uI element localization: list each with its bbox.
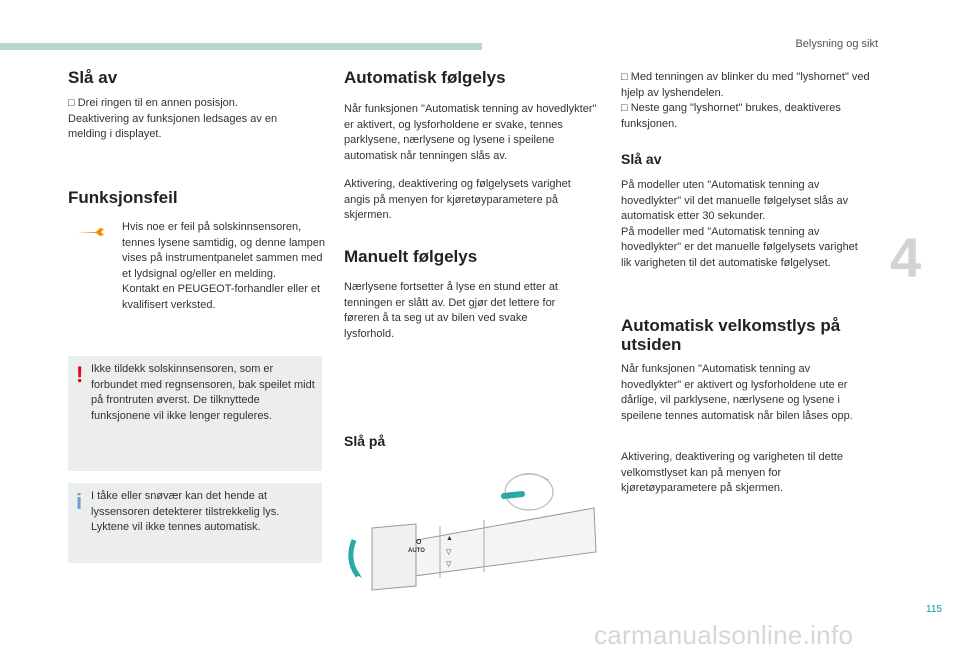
paragraph-manuelt-folgelys: Nærlysene fortsetter å lyse en stund etter at tenningen er slått av. Det gjør det lettere for føreren å ta seg ut av bilen ved svake lysforhold. [344,281,558,340]
info-icon: i [76,489,83,514]
bullet-list [621,70,871,132]
bullet-item [621,101,871,132]
heading-velkomstlys: Automatisk velkomstlys på utsiden [621,316,841,354]
svg-text:▽: ▽ [446,561,452,568]
info-note [68,483,322,563]
paragraph-uten: På modeller uten "Automatisk tenning av hovedlykter" vil det manuelle følgelyset slås av automatisk etter 30 sekunder. [621,179,849,222]
heading-sla-av-2: Slå av [621,151,662,167]
fault-contact: Kontakt en PEUGEOT-forhandler eller et kvalifisert verksted. [122,283,321,311]
paragraph-med: På modeller med "Automatisk tenning av hovedlykter" er det manuelle følgelysets varighet lik varigheten til det automatiske følgelyset. [621,225,858,269]
bullet-item [621,70,871,101]
header-bar [0,43,482,50]
heading-funksjonsfeil: Funksjonsfeil [68,188,178,207]
info-text: I tåke eller snøvær kan det hende at lyssensoren detekterer tilstrekkelig lys. Lyktene vil ikke tennes automatisk. [91,490,280,533]
warning-icon: ! [76,362,84,387]
fault-description: Hvis noe er feil på solskinnsensoren, tennes lysene samtidig, og denne lampen vises på instrumentpanelet sammen med et lydsignal og/eller en melding. [122,221,326,280]
watermark: carmanualsonline.info [594,620,854,650]
paragraph-sla-av-text: Deaktivering av funksjonen ledsages av en melding i displayet. [68,112,278,140]
heading-sla-pa: Slå på [344,433,386,449]
bullet-marker: □ [68,97,75,109]
paragraph-velkomstlys-meny: Aktivering, deaktivering og varigheten til dette velkomstlyset kan på menyen for kjøretøyparametere på skjermen. [621,451,843,494]
warning-text: Ikke tildekk solskinnsensoren, som er forbundet med regnsensoren, bak speilet midt på frontruten øverst. De tilknyttede funksjonene vil ikke lenger reguleres. [91,363,315,422]
paragraph-sla-av-step: Drei ringen til en annen posisjon. [77,97,238,109]
heading-sla-av: Slå av [68,68,118,87]
paragraph-sla-av [68,96,308,143]
paragraph-sla-av-2 [621,178,871,271]
light-stalk-illustration [344,468,599,598]
warning-note [68,356,322,471]
svg-text:▽: ▽ [446,549,452,556]
paragraph-automatisk-folgelys: Når funksjonen "Automatisk tenning av hovedlykter" er aktivert, og lysforholdene er svake, tennes parklysene, nærlysene og lysene i speilene automatisk når tenningen slås av. [344,103,597,162]
chapter-number: 4 [890,226,922,289]
bullet-item-text: Neste gang "lyshornet" brukes, deaktiveres funksjonen. [621,102,841,130]
paragraph-aktivering: Aktivering, deaktivering og følgelysets varighet angis på menyen for kjøretøyparametere på skjermen. [344,178,571,221]
svg-text:O: O [416,539,422,546]
paragraph-velkomstlys: Når funksjonen "Automatisk tenning av hovedlykter" er aktivert og lysforholdene ute er dårlige, vil parklysene, nærlysene og lysene i speilene tennes automatisk når bilen låses opp. [621,363,853,422]
section-title: Belysning og sikt [795,38,878,50]
page-number: 115 [926,604,942,615]
bullet-marker: □ [621,102,631,114]
svg-text:▲: ▲ [446,535,453,542]
heading-automatisk-folgelys: Automatisk følgelys [344,68,506,87]
bullet-item-text: Med tenningen av blinker du med "lyshornet" ved hjelp av lyshendelen. [621,71,870,99]
fault-text [122,220,327,313]
bullet-marker: □ [621,71,631,83]
heading-manuelt-folgelys: Manuelt følgelys [344,247,478,266]
wrench-icon [74,222,106,240]
stalk-auto-label: AUTO [408,548,425,554]
